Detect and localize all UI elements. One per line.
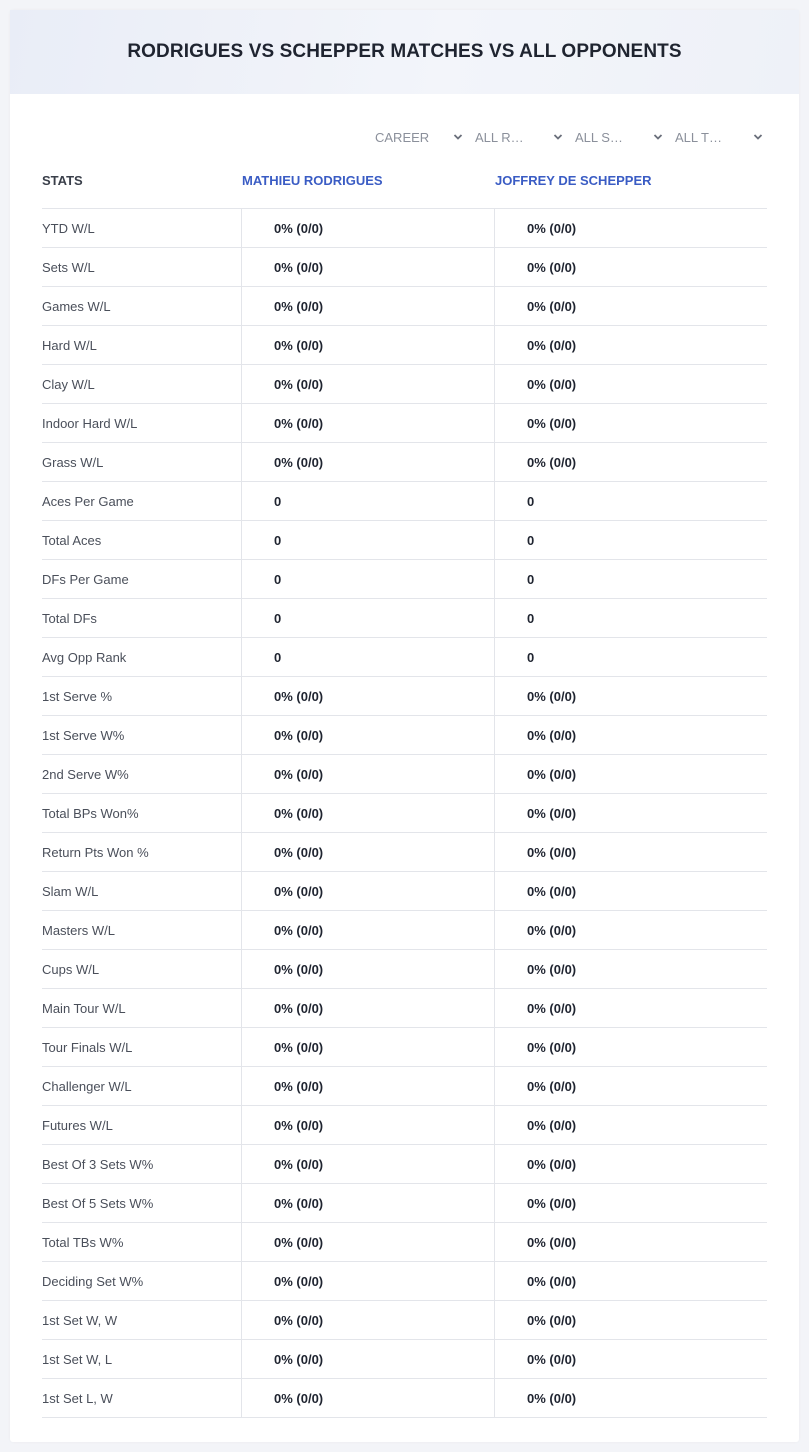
stat-label: Best Of 5 Sets W% (42, 1196, 154, 1211)
table-row (42, 326, 767, 365)
table-row (42, 1379, 767, 1418)
player2-value: 0% (0/0) (527, 1391, 577, 1406)
player2-value: 0 (527, 650, 535, 665)
table-row (42, 677, 767, 716)
filter-round-label: ALL R… (475, 129, 524, 145)
table-row (42, 287, 767, 326)
player2-link[interactable]: JOFFREY DE SCHEPPER (495, 173, 652, 188)
table-header (42, 171, 767, 209)
stat-label: Cups W/L (42, 962, 100, 977)
table-row (42, 599, 767, 638)
player2-value: 0% (0/0) (527, 845, 577, 860)
stat-label: Total Aces (42, 533, 102, 548)
table-row (42, 989, 767, 1028)
stat-label: Total DFs (42, 611, 97, 626)
table-row (42, 521, 767, 560)
player2-value: 0% (0/0) (527, 806, 577, 821)
table-row (42, 716, 767, 755)
stat-label: 1st Set W, L (42, 1352, 113, 1367)
stat-label: Masters W/L (42, 923, 115, 938)
table-row (42, 950, 767, 989)
player1-value: 0% (0/0) (274, 962, 324, 977)
player1-value: 0% (0/0) (274, 806, 324, 821)
stat-label: Total TBs W% (42, 1235, 124, 1250)
player1-value: 0% (0/0) (274, 1001, 324, 1016)
filter-round-select[interactable] (467, 127, 567, 147)
player2-value: 0% (0/0) (527, 923, 577, 938)
player2-value: 0% (0/0) (527, 1352, 577, 1367)
table-row (42, 1301, 767, 1340)
player1-value: 0 (274, 572, 282, 587)
player2-value: 0% (0/0) (527, 338, 577, 353)
player2-value: 0% (0/0) (527, 1196, 577, 1211)
table-row (42, 794, 767, 833)
player1-value: 0% (0/0) (274, 1274, 324, 1289)
player2-value: 0 (527, 494, 535, 509)
player1-value: 0 (274, 611, 282, 626)
stat-label: Main Tour W/L (42, 1001, 126, 1016)
chevron-down-icon (753, 132, 763, 142)
table-row (42, 1184, 767, 1223)
stat-label: 1st Set L, W (42, 1391, 113, 1406)
player1-value: 0% (0/0) (274, 884, 324, 899)
table-row (42, 1106, 767, 1145)
stat-label: DFs Per Game (42, 572, 129, 587)
stat-label: Tour Finals W/L (42, 1040, 133, 1055)
player2-value: 0 (527, 611, 535, 626)
player1-value: 0% (0/0) (274, 689, 324, 704)
chevron-down-icon (653, 132, 663, 142)
player1-value: 0% (0/0) (274, 299, 324, 314)
table-row (42, 209, 767, 248)
player1-value: 0% (0/0) (274, 416, 324, 431)
player2-value: 0% (0/0) (527, 1313, 577, 1328)
player1-value: 0 (274, 494, 282, 509)
player2-value: 0% (0/0) (527, 884, 577, 899)
player2-value: 0% (0/0) (527, 1079, 577, 1094)
stat-label: Total BPs Won% (42, 806, 139, 821)
player1-value: 0% (0/0) (274, 1391, 324, 1406)
player1-value: 0% (0/0) (274, 845, 324, 860)
table-row (42, 560, 767, 599)
table-row (42, 1262, 767, 1301)
chevron-down-icon (453, 132, 463, 142)
player1-value: 0% (0/0) (274, 767, 324, 782)
player1-value: 0% (0/0) (274, 1079, 324, 1094)
filter-period-label: CAREER (375, 129, 430, 145)
player2-value: 0% (0/0) (527, 1157, 577, 1172)
table-row (42, 1067, 767, 1106)
player2-value: 0% (0/0) (527, 728, 577, 743)
player1-value: 0% (0/0) (274, 1313, 324, 1328)
player2-value: 0% (0/0) (527, 1235, 577, 1250)
player1-value: 0% (0/0) (274, 728, 324, 743)
filter-period-select[interactable] (367, 127, 467, 147)
stat-label: 1st Serve W% (42, 728, 125, 743)
player2-value: 0% (0/0) (527, 299, 577, 314)
player2-value: 0% (0/0) (527, 377, 577, 392)
table-row (42, 1223, 767, 1262)
player2-value: 0% (0/0) (527, 221, 577, 236)
player1-value: 0% (0/0) (274, 923, 324, 938)
filter-bar (367, 127, 767, 147)
filter-tournament-select[interactable] (667, 127, 767, 147)
stat-label: 2nd Serve W% (42, 767, 129, 782)
stat-label: Aces Per Game (42, 494, 134, 509)
player2-value: 0% (0/0) (527, 689, 577, 704)
player2-value: 0% (0/0) (527, 1118, 577, 1133)
player2-value: 0% (0/0) (527, 962, 577, 977)
player1-value: 0% (0/0) (274, 1235, 324, 1250)
chevron-down-icon (553, 132, 563, 142)
stat-label: YTD W/L (42, 221, 95, 236)
stat-label: Futures W/L (42, 1118, 113, 1133)
table-row (42, 365, 767, 404)
table-row (42, 1145, 767, 1184)
player2-value: 0 (527, 572, 535, 587)
stat-label: Challenger W/L (42, 1079, 132, 1094)
table-row (42, 755, 767, 794)
player2-value: 0% (0/0) (527, 1001, 577, 1016)
stats-table-body (42, 209, 767, 1418)
player2-value: 0% (0/0) (527, 1040, 577, 1055)
player1-value: 0% (0/0) (274, 1196, 324, 1211)
table-row (42, 482, 767, 521)
stat-label: Avg Opp Rank (42, 650, 127, 665)
table-row (42, 833, 767, 872)
player1-value: 0 (274, 533, 282, 548)
table-row (42, 911, 767, 950)
player2-value: 0% (0/0) (527, 1274, 577, 1289)
filter-tournament-label: ALL T… (675, 129, 722, 145)
player2-value: 0% (0/0) (527, 416, 577, 431)
card-header (10, 10, 799, 94)
player1-value: 0% (0/0) (274, 377, 324, 392)
player1-value: 0% (0/0) (274, 1040, 324, 1055)
player1-value: 0% (0/0) (274, 221, 324, 236)
filter-surface-select[interactable] (567, 127, 667, 147)
player2-value: 0% (0/0) (527, 260, 577, 275)
player1-value: 0% (0/0) (274, 1157, 324, 1172)
table-row (42, 1028, 767, 1067)
filter-surface-label: ALL S… (575, 129, 623, 145)
player1-value: 0% (0/0) (274, 1118, 324, 1133)
stats-card (10, 10, 799, 1442)
player1-value: 0% (0/0) (274, 1352, 324, 1367)
column-header-stats: STATS (42, 173, 83, 188)
stat-label: Best Of 3 Sets W% (42, 1157, 154, 1172)
table-row (42, 1340, 767, 1379)
player1-value: 0% (0/0) (274, 338, 324, 353)
player2-value: 0% (0/0) (527, 455, 577, 470)
table-row (42, 404, 767, 443)
stat-label: Clay W/L (42, 377, 95, 392)
page-title: RODRIGUES VS SCHEPPER MATCHES VS ALL OPPONENTS (127, 41, 682, 62)
stat-label: Return Pts Won % (42, 845, 149, 860)
table-row (42, 638, 767, 677)
stat-label: Sets W/L (42, 260, 95, 275)
stat-label: Deciding Set W% (42, 1274, 144, 1289)
stat-label: Indoor Hard W/L (42, 416, 138, 431)
player1-value: 0 (274, 650, 282, 665)
stat-label: 1st Serve % (42, 689, 113, 704)
stat-label: Slam W/L (42, 884, 99, 899)
stat-label: Hard W/L (42, 338, 97, 353)
player2-value: 0 (527, 533, 535, 548)
stat-label: Games W/L (42, 299, 111, 314)
stat-label: Grass W/L (42, 455, 104, 470)
player1-value: 0% (0/0) (274, 260, 324, 275)
stat-label: 1st Set W, W (42, 1313, 118, 1328)
player2-value: 0% (0/0) (527, 767, 577, 782)
table-row (42, 443, 767, 482)
player1-link[interactable]: MATHIEU RODRIGUES (242, 173, 383, 188)
table-row (42, 872, 767, 911)
table-row (42, 248, 767, 287)
player1-value: 0% (0/0) (274, 455, 324, 470)
